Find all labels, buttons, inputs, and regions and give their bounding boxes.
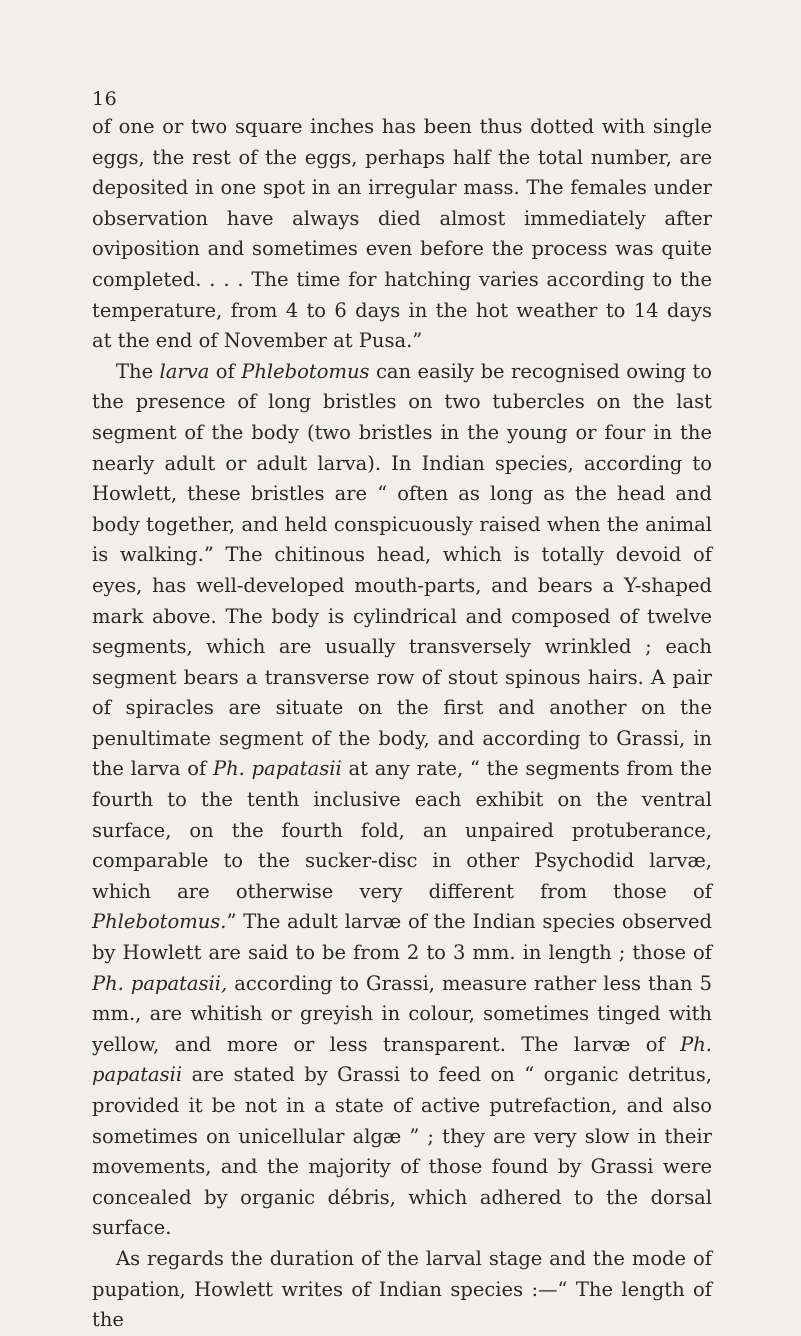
italic-run: Ph. papatasii, bbox=[92, 971, 228, 995]
italic-run: Phlebotomus. bbox=[92, 910, 227, 934]
paragraph-3 bbox=[92, 1244, 712, 1336]
text-run: at any rate, “ the segments from the fourth to the tenth inclusive each exhibit on the ventral surface, on the fourth fold, an unpaired protuberance, comparable to the sucker-disc in other Psychodid larvæ, which are otherwise very different from those of bbox=[92, 757, 712, 903]
text-run: The bbox=[116, 359, 160, 383]
page-number: 16 bbox=[92, 88, 118, 110]
text-run: are stated by Grassi to feed on “ organic detritus, provided it be not in a state of active putrefaction, and also sometimes on unicellular algæ ” ; they are very slow in their movements, and the majority of those found by Grassi were concealed by organic débris, which adhered to the dorsal surface. bbox=[92, 1063, 712, 1240]
italic-run: Ph. papatasii bbox=[92, 1032, 712, 1087]
text-run: of bbox=[209, 359, 242, 383]
italic-run: Ph. papatasii bbox=[212, 757, 342, 781]
body-text bbox=[92, 112, 712, 1336]
text-run: of one or two square inches has been thus dotted with single eggs, the rest of the eggs, perhaps half the total number, are deposited in one spot in an irregular mass. The females under observation have always died almost immediately after oviposition and sometimes even before the process was quite completed. . . . The time for hatching varies according to the temperature, from 4 to 6 days in the hot weather to 14 days at the end of November at Pusa.” bbox=[92, 115, 712, 353]
text-run: ” The adult larvæ of the Indian species observed by Howlett are said to be from 2 to 3 mm. in length ; those of bbox=[92, 910, 712, 965]
text-run: As regards the duration of the larval stage and the mode of pupation, Howlett writes of Indian species :—“ The length of the bbox=[92, 1246, 712, 1332]
italic-run: Phlebotomus bbox=[241, 359, 370, 383]
italic-run: larva bbox=[159, 359, 210, 383]
text-run: according to Grassi, measure rather less than 5 mm., are whitish or greyish in colour, sometimes tinged with yellow, and more or less transparent. The larvæ of bbox=[92, 971, 712, 1056]
text-run: can easily be recognised owing to the presence of long bristles on two tubercles on the last segment of the body (two bristles in the young or four in the nearly adult or adult larva). In Indian species, according to Howlett, these bristles are “ often as long as the head and body together, and held conspicuously raised when the animal is walking.” The chitinous head, which is totally devoid of eyes, has well-developed mouth-parts, and bears a Y-shaped mark above. The body is cylindrical and composed of twelve segments, which are usually transversely wrinkled ; each segment bears a transverse row of stout spinous hairs. A pair of spiracles are situate on the first and another on the penultimate segment of the body, and according to Grassi, in the larva of bbox=[92, 359, 712, 781]
paragraph-2 bbox=[92, 357, 712, 1244]
paragraph-1 bbox=[92, 112, 712, 357]
